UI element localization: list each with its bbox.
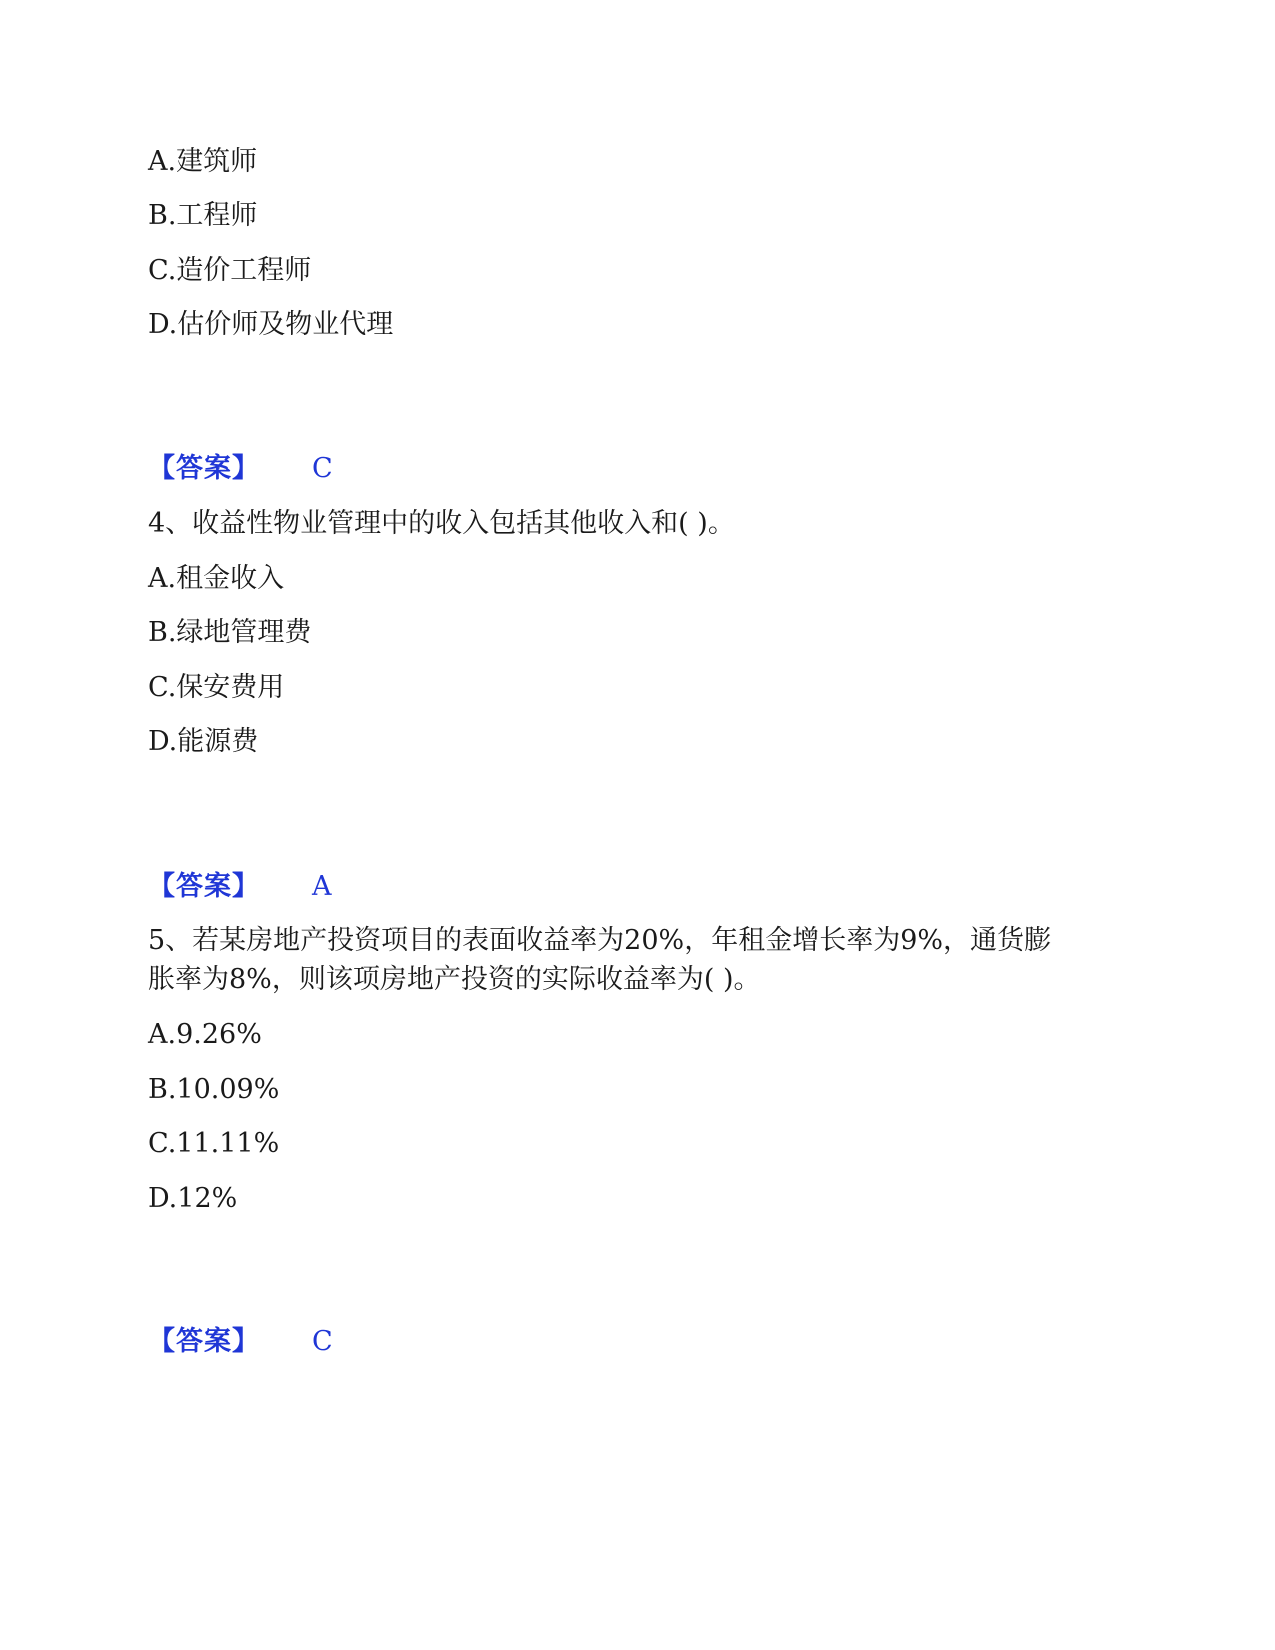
q3-option-b: B.工程师 [148,200,258,231]
q5-question-line1: 5、若某房地产投资项目的表面收益率为20%，年租金增长率为9%，通货膨 [148,925,1052,956]
q5-answer-label: 【答案】 [148,1326,260,1357]
q4-option-b: B.绿地管理费 [148,617,312,648]
q5-option-d: D.12% [148,1183,238,1214]
q5-question-line2: 胀率为8%，则该项房地产投资的实际收益率为( )。 [148,964,761,995]
q5-option-b: B.10.09% [148,1074,280,1105]
q4-option-c: C.保安费用 [148,672,285,703]
q5-answer-value: C [312,1326,333,1357]
q4-answer-label: 【答案】 [148,871,260,902]
q4-question: 4、收益性物业管理中的收入包括其他收入和( )。 [148,508,735,539]
q3-option-d: D.估价师及物业代理 [148,309,394,340]
q4-answer [148,869,332,905]
q3-option-a: A.建筑师 [148,146,258,177]
q3-answer [148,451,333,487]
q3-answer-label: 【答案】 [148,453,260,484]
q5-option-a: A.9.26% [148,1019,262,1050]
q4-option-a: A.租金收入 [148,563,285,594]
q3-option-c: C.造价工程师 [148,255,312,286]
q4-option-d: D.能源费 [148,726,259,757]
q5-option-c: C.11.11% [148,1128,280,1159]
q3-answer-value: C [312,453,333,484]
q5-answer [148,1324,333,1360]
q4-answer-value: A [312,871,332,902]
